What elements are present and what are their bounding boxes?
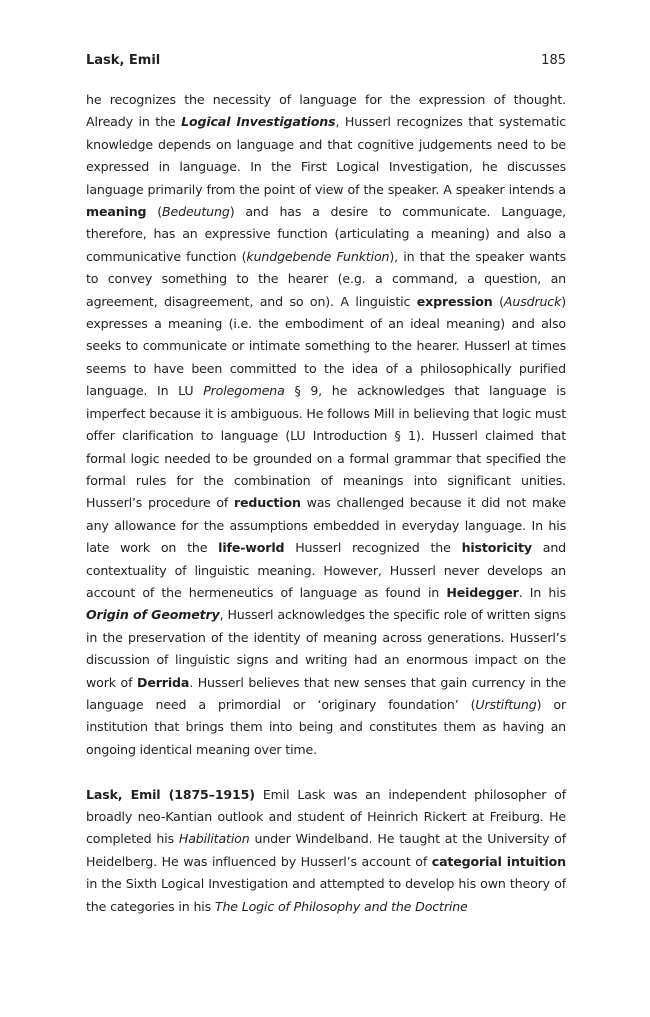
italic-term: Urstiftung xyxy=(475,696,537,712)
bold-cross-reference: Derrida xyxy=(137,674,190,690)
bold-italic-cross-reference: Logical Investigations xyxy=(181,114,336,130)
running-head: Lask, Emil xyxy=(86,53,161,68)
text-run: he recognizes the necessity of language for the expression of thought. Already in the xyxy=(86,92,566,130)
page-header xyxy=(86,53,566,73)
bold-cross-reference: historicity xyxy=(461,540,532,556)
text-run: and contextuality of linguistic meaning. However, Husserl never develops an account of the hermeneutics of language as found in xyxy=(86,540,566,600)
italic-term: Prolegomena xyxy=(203,383,285,399)
italic-term: Habilitation xyxy=(178,831,250,847)
text-run: ), in that the speaker wants to convey something to the hearer (e.g. a command, a question, an agreement, disagreement, and so on). A linguistic xyxy=(86,248,566,309)
text-run: . In his xyxy=(518,584,566,600)
italic-term: Bedeutung xyxy=(162,204,230,220)
entry-lask-emil xyxy=(86,784,566,918)
text-run: , Husserl acknowledges the specific role of written signs in the preservation of the identity of meaning across generations. Husserl’s discussion of linguistic signs and writing had an enormous impact on the work of xyxy=(86,607,566,690)
bold-cross-reference: Heidegger xyxy=(446,584,519,600)
italic-term: The Logic of Philosophy and the Doctrine xyxy=(214,898,468,914)
text-run: Husserl recognized the xyxy=(284,540,462,556)
bold-cross-reference: life-world xyxy=(218,540,285,556)
text-run: Emil Lask was an independent philosopher of broadly neo-Kantian outlook and student of Heinrich Rickert at Freiburg. He completed his xyxy=(86,786,566,847)
text-run: under Windelband. He taught at the University of Heidelberg. He was influenced by Husserl’s account of xyxy=(86,831,566,869)
text-run: ( xyxy=(492,293,504,309)
text-run: § 9, he acknowledges that language is imperfect because it is ambiguous. He follows Mill in believing that logic must offer clarification to language (LU Introduction § 1). Husserl claimed that formal logic needed to be grounded on a formal grammar that specified the formal rules for the combination of meanings into significant unities. Husserl’s procedure of xyxy=(86,383,566,511)
bold-cross-reference: categorial intuition xyxy=(431,853,566,869)
bold-cross-reference: expression xyxy=(416,293,493,309)
bold-italic-cross-reference: Origin of Geometry xyxy=(86,607,220,623)
text-run: , Husserl recognizes that systematic knowledge depends on language and that cognitive judgements need to be expressed in language. In the First Logical Investigation, he discusses language primarily from the point of view of the speaker. A speaker intends a xyxy=(86,114,566,197)
text-run: was challenged because it did not make any allowance for the assumptions embedded in everyday language. In his late work on the xyxy=(86,495,566,556)
bold-cross-reference: meaning xyxy=(86,204,147,220)
body-text xyxy=(86,89,566,918)
page-number: 185 xyxy=(541,53,566,68)
text-run: ) expresses a meaning (i.e. the embodiment of an ideal meaning) and also seeks to communicate or intimate something to the hearer. Husserl at times seems to have been committed to the idea of a philosophically purified language. In LU xyxy=(86,293,566,399)
text-run: in the Sixth Logical Investigation and attempted to develop his own theory of the categories in his xyxy=(86,876,566,914)
text-run: ( xyxy=(146,204,163,220)
text-run: ) or institution that brings them into being and constitutes them as having an ongoing identical meaning over time. xyxy=(86,696,567,757)
italic-term: Ausdruck xyxy=(503,293,562,309)
italic-term: kundgebende Funktion xyxy=(246,248,390,264)
entry-headword: Lask, Emil (1875–1915) xyxy=(86,786,255,802)
text-run: . Husserl believes that new senses that gain currency in the language need a primordial or ‘originary foundation’ ( xyxy=(86,674,566,712)
bold-cross-reference: reduction xyxy=(233,495,301,511)
text-run: ) and has a desire to communicate. Language, therefore, has an expressive function (articulating a meaning) and also a communicative function ( xyxy=(86,204,566,264)
paragraph-husserl-language xyxy=(86,89,566,761)
